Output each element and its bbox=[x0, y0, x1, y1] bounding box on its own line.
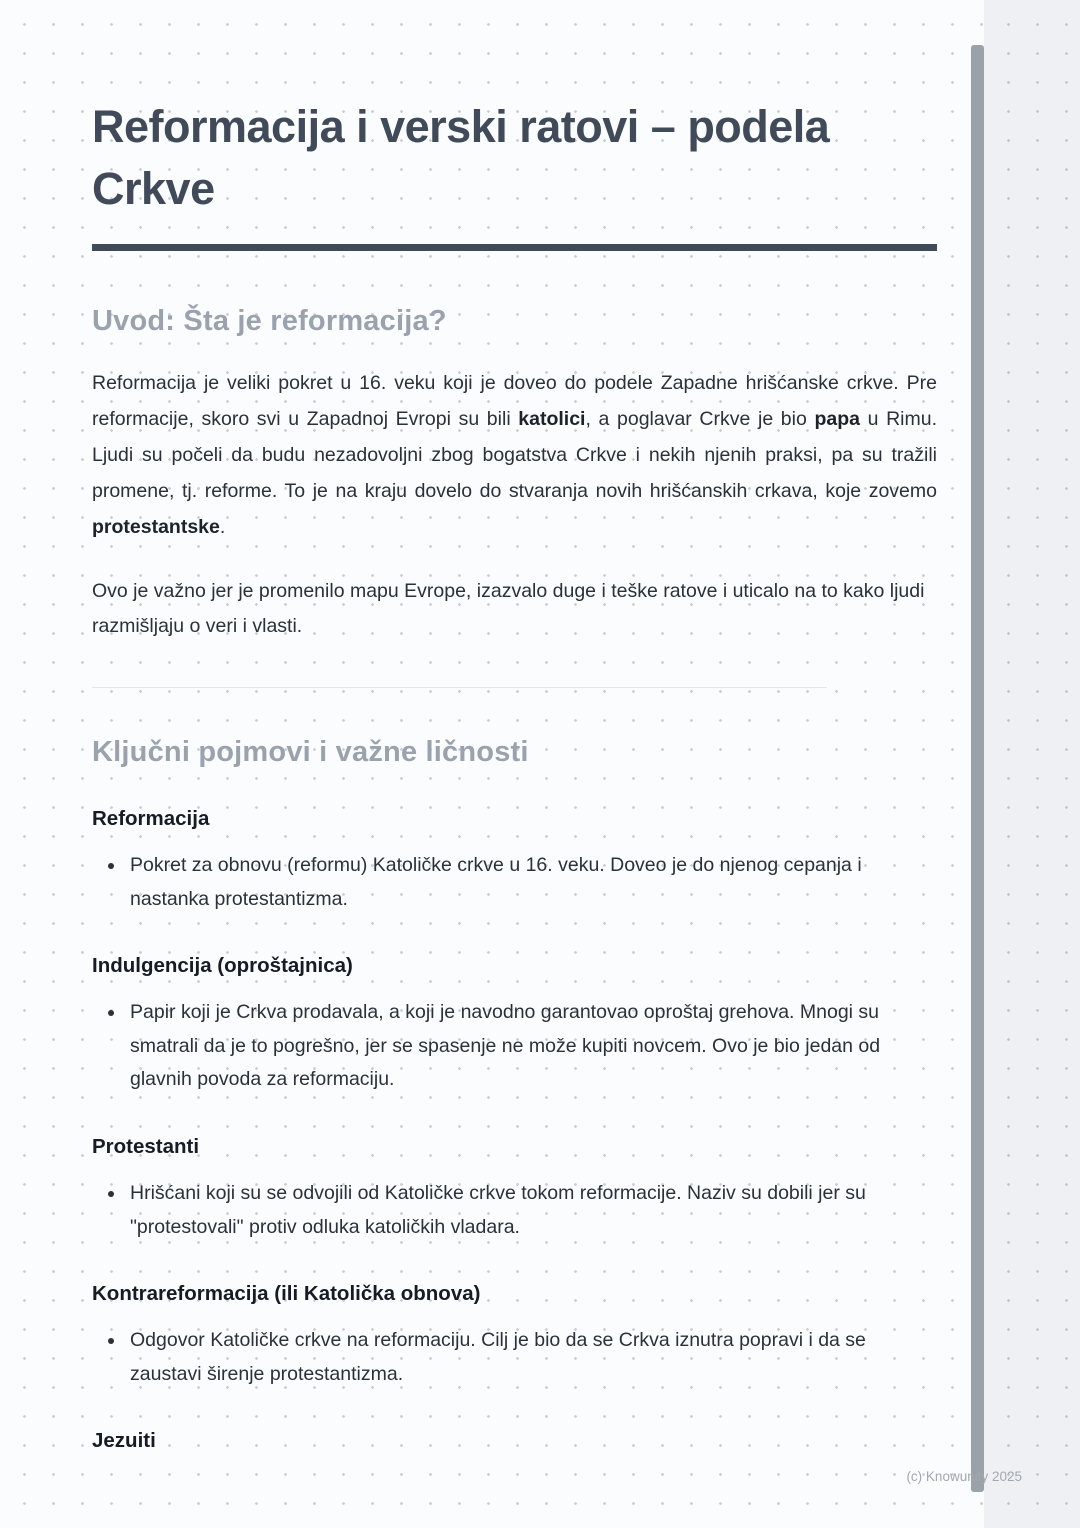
title-divider bbox=[92, 244, 937, 251]
term-title-reformacija: Reformacija bbox=[92, 807, 210, 831]
section-heading-uvod: Uvod: Šta je reformacija? bbox=[92, 305, 447, 338]
term-title-protestanti: Protestanti bbox=[92, 1134, 200, 1158]
text-run: , a poglavar Crkve je bio bbox=[585, 408, 815, 431]
bold-term-papa: papa bbox=[814, 408, 860, 431]
bullet-item: • Hrišćani koji su se odvojili od Katoličke crkve tokom reformacije. Naziv su dobili jer su "protestovali" protiv odluka katoličkih vladara. bbox=[126, 1177, 937, 1244]
text-run: u Rimu. Ljudi su počeli da budu nezadovoljni zbog bogatstva Crkve i nekih njenih praksi, pa su tražili promene, tj. reforme. To je na kraju dovelo do stvaranja novih hrišćanskih crkava, koje zovemo bbox=[92, 408, 937, 502]
term-bullets-indulgencija bbox=[92, 996, 937, 1097]
intro-paragraph-2: Ovo je važno jer je promenilo mapu Evrope, izazvalo duge i teške ratove i uticalo na to kako ljudi razmišljaju o veri i vlasti. bbox=[92, 579, 925, 638]
section-heading-pojmovi: Ključni pojmovi i važne ličnosti bbox=[92, 736, 529, 769]
bold-term-protestantske: protestantske bbox=[92, 515, 220, 538]
term-title-indulgencija: Indulgencija (oproštajnica) bbox=[92, 954, 353, 978]
term-title-jezuiti: Jezuiti bbox=[92, 1429, 156, 1453]
bullet-item: • Odgovor Katoličke crkve na reformaciju. Cilj je bio da se Crkva iznutra popravi i da se zaustavi širenje protestantizma. bbox=[126, 1324, 937, 1391]
term-title-kontrareformacija: Kontrareformacija (ili Katolička obnova) bbox=[92, 1282, 481, 1306]
bullet-item: • Pokret za obnovu (reformu) Katoličke crkve u 16. veku. Doveo je do njenog cepanja i nastanka protestantizma. bbox=[126, 849, 937, 916]
term-bullets-protestanti bbox=[92, 1177, 937, 1244]
term-bullets-kontrareformacija bbox=[92, 1324, 937, 1391]
intro-paragraph-1 bbox=[92, 366, 937, 545]
section-divider bbox=[92, 687, 827, 688]
document-content bbox=[92, 0, 937, 1453]
bullet-item: • Papir koji je Crkva prodavala, a koji je navodno garantovao oproštaj grehova. Mnogi su smatrali da je to pogrešno, jer se spasenje ne može kupiti novcem. Ovo je bio jedan od glavnih povoda za reformaciju. bbox=[126, 996, 937, 1097]
copyright-note: (c) Knowunity 2025 bbox=[906, 1469, 1022, 1484]
bold-term-katolici: katolici bbox=[518, 408, 586, 431]
text-run: . bbox=[219, 515, 226, 538]
text-run: Reformacija je veliki pokret u 16. veku koji je doveo do podele Zapadne hrišćanske crkve. Pre reformacije, skoro svi u Zapadnoj Evropi su bili bbox=[92, 372, 937, 431]
term-bullets-reformacija bbox=[92, 849, 937, 916]
scrollbar-thumb[interactable] bbox=[971, 45, 984, 1492]
page-title: Reformacija i verski ratovi – podela Crkve bbox=[92, 101, 830, 215]
page-gutter bbox=[984, 0, 1080, 1528]
